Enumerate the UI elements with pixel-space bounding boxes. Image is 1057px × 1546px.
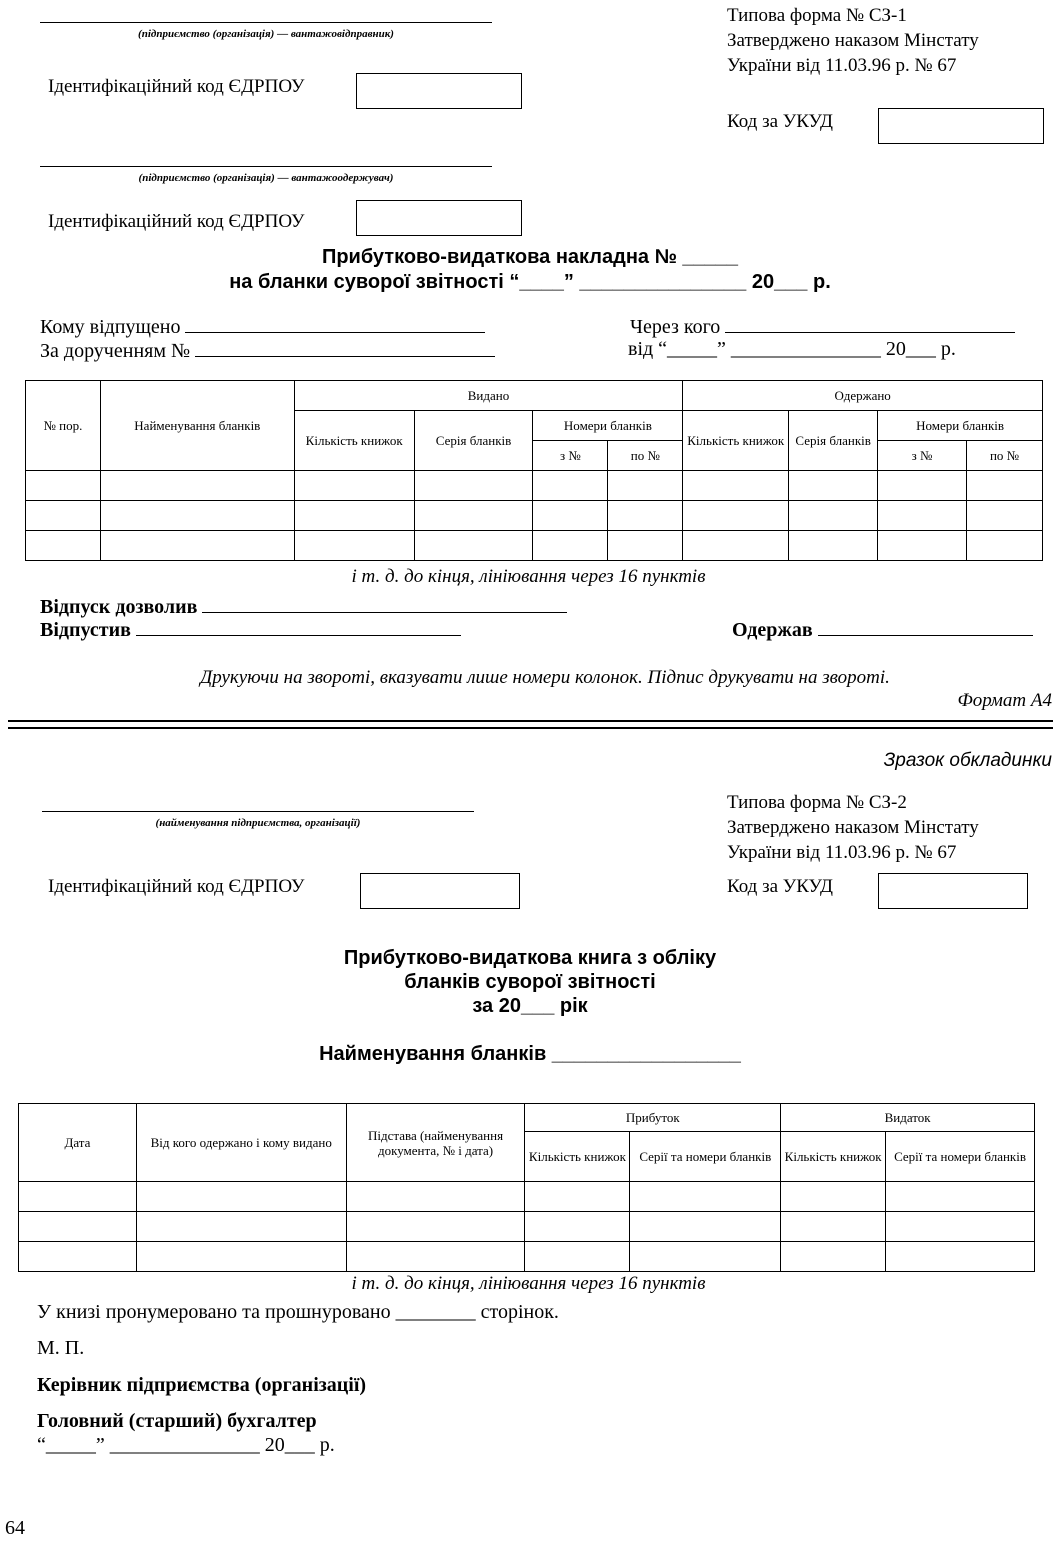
to-whom-row bbox=[40, 314, 485, 339]
received-count-header: Кількість книжок bbox=[683, 411, 789, 471]
invoice-title-1: Прибутково-видаткова накладна № _____ bbox=[321, 246, 739, 268]
ukud-box-2[interactable] bbox=[878, 873, 1028, 909]
book-title-2: бланків суворої звітності bbox=[404, 971, 656, 993]
table-row bbox=[26, 531, 1043, 561]
approval-block-1 bbox=[727, 3, 979, 78]
received-to-header: по № bbox=[967, 441, 1043, 471]
head-label: Керівник підприємства (організації) bbox=[37, 1374, 367, 1396]
table-row bbox=[19, 1212, 1035, 1242]
date-line: “_____” _______________ 20___ р. bbox=[37, 1434, 335, 1456]
edrpou-label-1: Ідентифікаційний код ЄДРПОУ bbox=[48, 76, 305, 97]
col-name-header: Найменування бланків bbox=[100, 381, 294, 471]
divider bbox=[8, 727, 1053, 729]
power-of-attorney-field[interactable] bbox=[195, 338, 495, 357]
invoice-table bbox=[25, 380, 1043, 561]
table-note-1: і т. д. до кінця, лініювання через 16 пунктів bbox=[351, 566, 706, 587]
received-by-label: Одержав bbox=[732, 619, 813, 641]
by-whom-row bbox=[630, 314, 1015, 339]
received-by-row bbox=[732, 617, 1033, 642]
edrpou-label-2: Ідентифікаційний код ЄДРПОУ bbox=[48, 211, 305, 232]
basis-header: Підстава (найменування документа, № і дата) bbox=[346, 1104, 525, 1182]
received-from-header: з № bbox=[878, 441, 967, 471]
org-line bbox=[42, 811, 474, 812]
footer-note: Друкуючи на звороті, вказувати лише номери колонок. Підпис друкувати на звороті. bbox=[200, 667, 890, 688]
expense-count-header: Кількість книжок bbox=[781, 1132, 886, 1182]
released-by-label: Відпустив bbox=[40, 619, 131, 641]
table-row bbox=[19, 1242, 1035, 1272]
page-number: 64 bbox=[5, 1517, 25, 1539]
issued-to-header: по № bbox=[608, 441, 683, 471]
book-title-3: за 20___ рік bbox=[472, 995, 588, 1017]
edrpou-box-1[interactable] bbox=[356, 73, 522, 109]
issued-count-header: Кількість книжок bbox=[294, 411, 414, 471]
accountant-label: Головний (старший) бухгалтер bbox=[37, 1410, 317, 1432]
receiver-caption: (підприємство (організація) — вантажоодержувач) bbox=[138, 172, 394, 184]
expense-header: Видаток bbox=[781, 1104, 1035, 1132]
invoice-title-2: на бланки суворої звітності “____” _______________ 20___ р. bbox=[229, 271, 831, 293]
income-count-header: Кількість книжок bbox=[525, 1132, 630, 1182]
edrpou-box-3[interactable] bbox=[360, 873, 520, 909]
sender-caption: (підприємство (організація) — вантажовідправник) bbox=[138, 28, 394, 40]
released-by-field[interactable] bbox=[136, 617, 461, 636]
approval-line: Типова форма № СЗ-2 bbox=[727, 792, 907, 813]
ukud-box-1[interactable] bbox=[878, 108, 1044, 144]
received-numbers-header: Номери бланків bbox=[878, 411, 1043, 441]
book-table bbox=[18, 1103, 1035, 1272]
blank-name-line: Найменування бланків _________________ bbox=[319, 1043, 741, 1065]
table-row bbox=[26, 471, 1043, 501]
pages-text: У книзі пронумеровано та прошнуровано ________ сторінок. bbox=[37, 1301, 559, 1323]
stamp-label: М. П. bbox=[37, 1337, 85, 1359]
issued-numbers-header: Номери бланків bbox=[533, 411, 683, 441]
issued-series-header: Серія бланків bbox=[414, 411, 533, 471]
table-row bbox=[19, 1182, 1035, 1212]
dated-line: від “_____” _______________ 20___ р. bbox=[628, 338, 956, 360]
to-whom-label: Кому відпущено bbox=[40, 316, 181, 338]
sender-line bbox=[40, 22, 492, 23]
approval-line: Затверджено наказом Мінстату bbox=[727, 30, 979, 51]
org-caption: (найменування підприємства, організації) bbox=[155, 817, 361, 829]
received-series-header: Серія бланків bbox=[789, 411, 878, 471]
received-header: Одержано bbox=[683, 381, 1043, 411]
issued-header: Видано bbox=[294, 381, 683, 411]
sample-label: Зразок обкладинки bbox=[883, 750, 1052, 771]
release-allowed-row bbox=[40, 594, 567, 619]
approval-line: Типова форма № СЗ-1 bbox=[727, 5, 907, 26]
edrpou-label-3: Ідентифікаційний код ЄДРПОУ bbox=[48, 876, 305, 897]
ukud-label-1: Код за УКУД bbox=[727, 111, 834, 132]
from-whom-header: Від кого одержано і кому видано bbox=[136, 1104, 346, 1182]
issued-from-header: з № bbox=[533, 441, 608, 471]
power-of-attorney-label: За дорученням № bbox=[40, 340, 191, 362]
income-series-header: Серії та номери бланків bbox=[630, 1132, 781, 1182]
to-whom-field[interactable] bbox=[185, 314, 485, 333]
power-of-attorney-row bbox=[40, 338, 495, 363]
edrpou-box-2[interactable] bbox=[356, 200, 522, 236]
by-whom-field[interactable] bbox=[725, 314, 1015, 333]
income-header: Прибуток bbox=[525, 1104, 781, 1132]
table-row bbox=[26, 501, 1043, 531]
date-header: Дата bbox=[19, 1104, 137, 1182]
expense-series-header: Серії та номери бланків bbox=[886, 1132, 1035, 1182]
col-number-header: № пор. bbox=[26, 381, 101, 471]
approval-block-2 bbox=[727, 790, 979, 865]
divider bbox=[8, 720, 1053, 722]
book-title-1: Прибутково-видаткова книга з обліку bbox=[343, 947, 717, 969]
approval-line: України від 11.03.96 р. № 67 bbox=[727, 55, 957, 76]
format-label: Формат А4 bbox=[957, 690, 1052, 711]
released-by-row bbox=[40, 617, 461, 642]
release-allowed-label: Відпуск дозволив bbox=[40, 596, 198, 618]
approval-line: України від 11.03.96 р. № 67 bbox=[727, 842, 957, 863]
ukud-label-2: Код за УКУД bbox=[727, 876, 834, 897]
by-whom-label: Через кого bbox=[630, 316, 721, 338]
approval-line: Затверджено наказом Мінстату bbox=[727, 817, 979, 838]
release-allowed-field[interactable] bbox=[202, 594, 567, 613]
table-note-2: і т. д. до кінця, лініювання через 16 пунктів bbox=[351, 1273, 706, 1294]
received-by-field[interactable] bbox=[818, 617, 1033, 636]
receiver-line bbox=[40, 166, 492, 167]
